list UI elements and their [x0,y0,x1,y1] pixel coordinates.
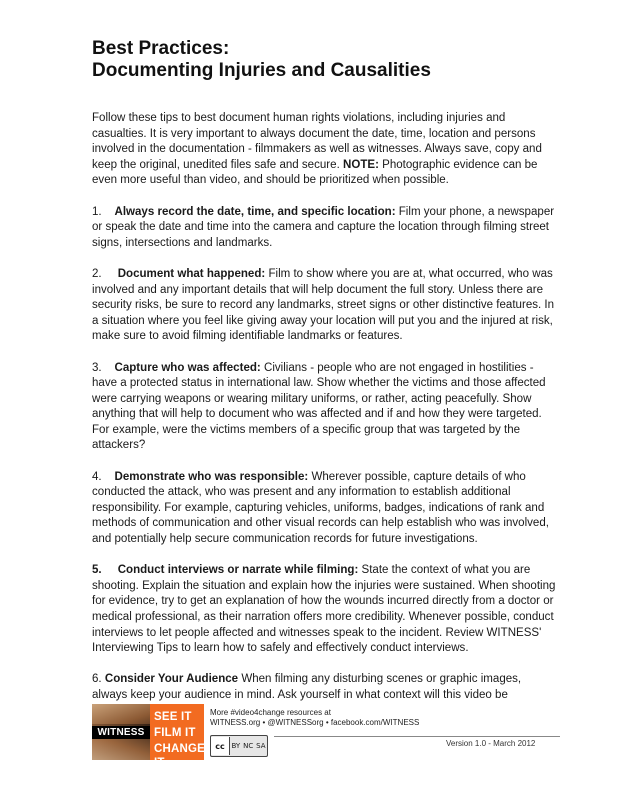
footer-divider [274,736,560,737]
tip-paragraph-4 [92,470,556,548]
tip-number: 2. [92,267,102,280]
tip-heading: Document what happened: [117,267,266,280]
creative-commons-badge [210,735,268,757]
tip-number: 4. [92,470,102,483]
tip-number: 1. [92,205,102,218]
by-icon: BY [231,742,241,750]
tip-heading: Conduct interviews or narrate while filming: [117,564,359,577]
intro-paragraph [92,111,556,189]
tip-number: 3. [92,361,102,374]
tip-paragraph-6 [92,672,556,703]
title-line-1: Best Practices: [92,38,230,59]
tip-number: 5. [92,564,102,577]
tip-paragraph-1 [92,205,556,252]
version-label: Version 1.0 - March 2012 [446,739,536,748]
note-label: NOTE: [343,158,379,171]
document-body [92,111,556,719]
note-text: Photographic evidence can be even more useful than video, and should be prioritized when possible. [92,158,538,187]
logo-film-it: FILM IT [154,727,196,739]
tip-heading: Capture who was affected: [114,361,261,374]
intro-text: Follow these tips to best document human rights violations, including injuries and casualties. It is very important to always document the date, time, location and persons involved in the documentation - filmmakers as well as witnesses. Always save, copy and keep the original, unedited files safe and secure. [92,112,542,171]
witness-logo [92,704,206,769]
tip-paragraph-5 [92,563,556,657]
tip-text: Film your phone, a newspaper or speak the date and time into the camera and capture the location through filming street signs, intersections and landmarks. [92,205,555,249]
cc-icon: cc [211,737,230,755]
tip-paragraph-2 [92,267,556,345]
tip-paragraph-3 [92,361,556,455]
tip-text: Film to show where you are at, what occurred, who was involved and any important details that will help document the full story. Unless there are security risks, be sure to record any landmarks, street signs or other distinctive features. In a situation where you feel like giving away your location will put you and the injured at risk, make sure to avoid filming identifiable landmarks or features. [92,267,555,343]
tip-text: State the context of what you are shooting. Explain the situation and explain how the injuries were sustained. When shooting for evidence, try to get an explanation of how the wounds incurred directly from a doctor or medical professional, as their narration offers more credibility. Whenever possible, conduct interviews to let people affected and witnesses speak to the incident. Review WITNESS' Interviewing Tips to learn how to safely and effectively conduct interviews. [92,564,556,655]
tip-text: Civilians - people who are not engaged in hostilities - have a protected status in international law. Show whether the victims and those affected were carrying weapons or wearing military uniforms, or rather, acting peacefully. Show anything that will help to document who was affected and if and how they were targeted. For example, were the victims members of a specific group that was targeted by the attackers? [92,361,546,452]
tip-text: Wherever possible, capture details of who conducted the attack, who was present and any information to establish additional responsibility. For example, capturing vehicles, uniforms, badges, indications of rank and methods of communication and other visual records can help establish who was involved, and potentially help secure communication records for future investigations. [92,470,549,546]
license-icons [230,742,267,750]
page-title [92,38,562,82]
title-line-2: Documenting Injuries and Causalities [92,60,431,81]
sa-icon: SA [256,742,266,750]
tip-number: 6. [92,673,102,686]
links-line[interactable]: WITNESS.org • @WITNESSorg • facebook.com/WITNESS [210,718,420,727]
tip-heading: Consider Your Audience [104,673,239,686]
logo-change-it: CHANGE IT [154,743,206,769]
tip-text: When filming any disturbing scenes or graphic images, always keep your audience in mind. Ask yourself in what context will this video be [92,673,522,701]
tip-heading: Demonstrate who was responsible: [114,470,309,483]
nc-icon: NC [243,742,254,750]
logo-witness-text: WITNESS [92,726,150,739]
footer-resources [210,708,419,728]
tip-heading: Always record the date, time, and specific location: [114,205,396,218]
logo-see-it: SEE IT [154,711,192,723]
resources-line: More #video4change resources at [210,708,331,717]
